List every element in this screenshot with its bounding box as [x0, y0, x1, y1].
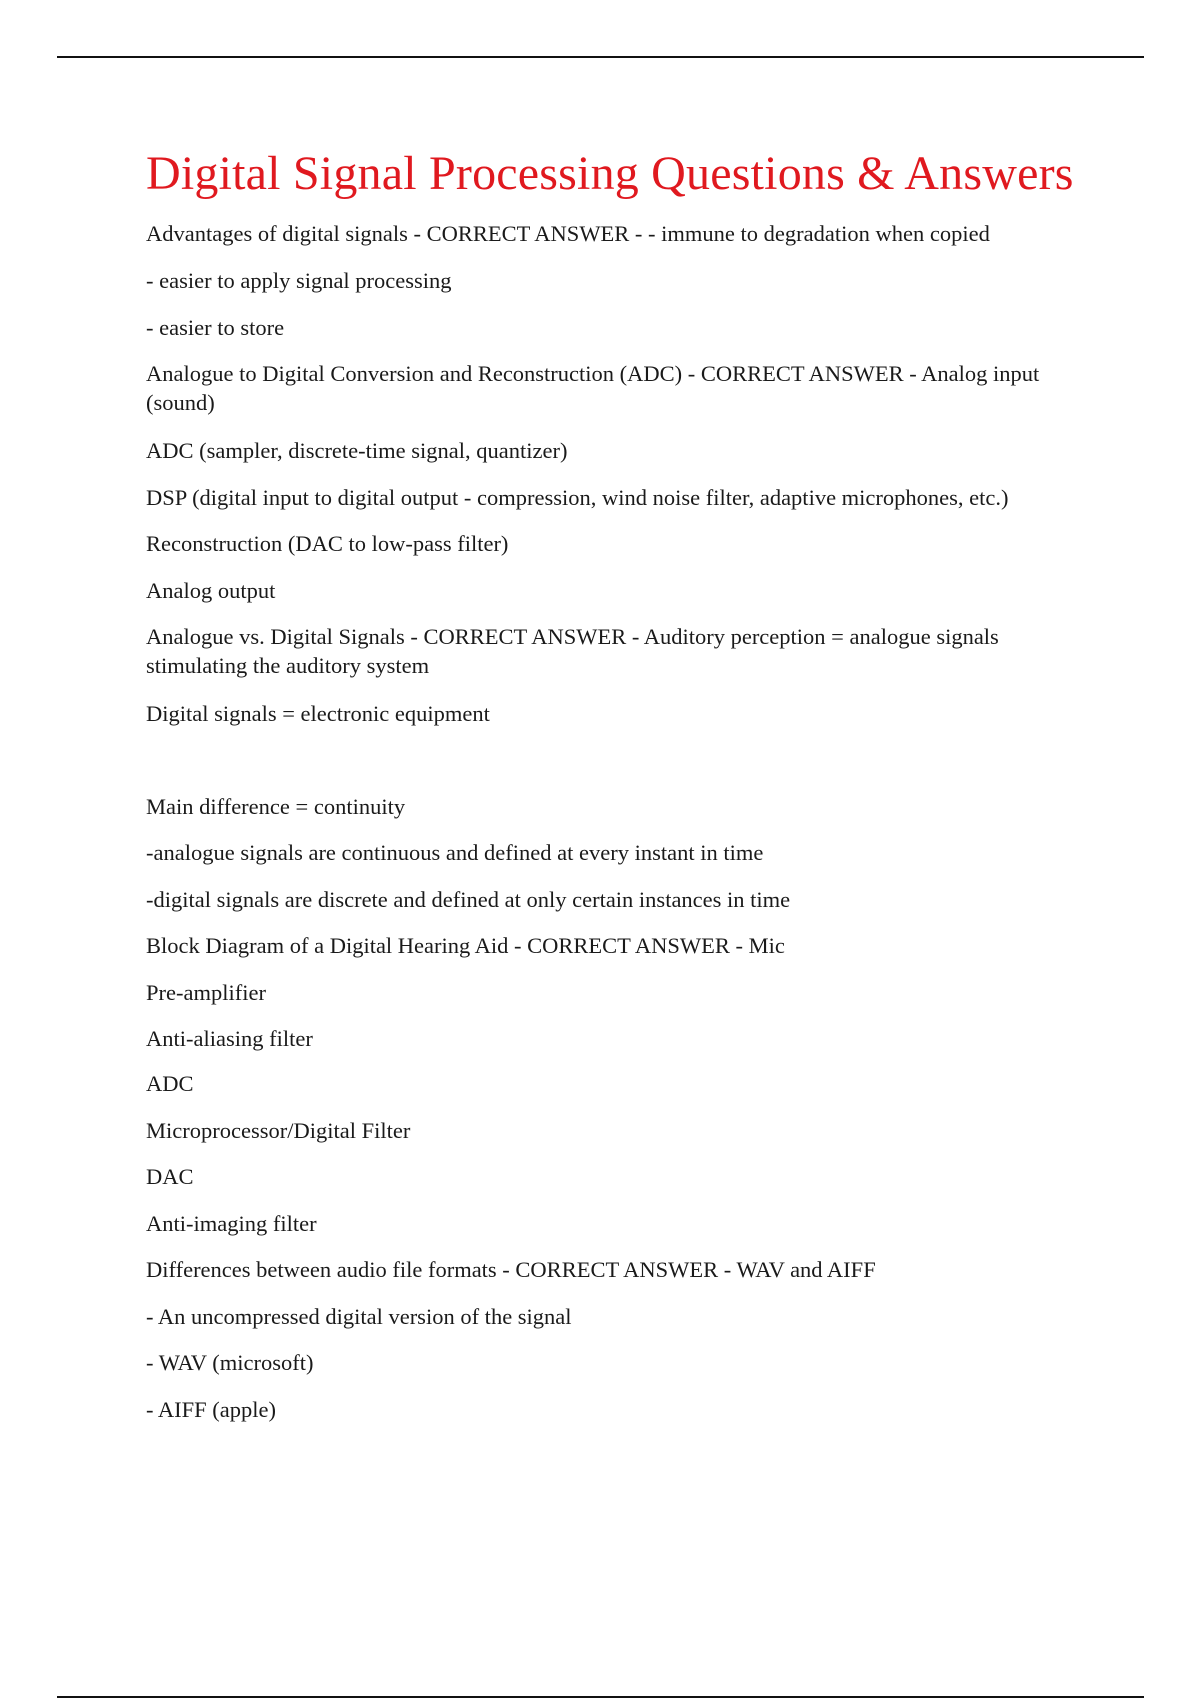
qa-line: Differences between audio file formats - CORRECT ANSWER - WAV and AIFF: [146, 1257, 876, 1282]
document-title: Digital Signal Processing Questions & Answers: [146, 147, 1074, 200]
qa-line: - WAV (microsoft): [146, 1350, 314, 1375]
bottom-rule: [57, 1696, 1144, 1698]
qa-line: DAC: [146, 1164, 194, 1189]
qa-line: - AIFF (apple): [146, 1397, 276, 1422]
qa-line: Digital signals = electronic equipment: [146, 701, 490, 726]
qa-line: Microprocessor/Digital Filter: [146, 1118, 411, 1143]
qa-line: Analog output: [146, 578, 276, 603]
qa-line: - easier to store: [146, 315, 285, 340]
qa-line: ADC: [146, 1071, 194, 1096]
qa-line: Main difference = continuity: [146, 794, 406, 819]
top-rule: [57, 56, 1144, 58]
qa-line: Anti-aliasing filter: [146, 1026, 313, 1051]
qa-line: Analogue to Digital Conversion and Reconstruction (ADC) - CORRECT ANSWER - Analog input (sound): [146, 361, 1040, 415]
qa-line: - An uncompressed digital version of the signal: [146, 1304, 572, 1329]
qa-line: ADC (sampler, discrete-time signal, quantizer): [146, 438, 568, 463]
qa-line: Analogue vs. Digital Signals - CORRECT ANSWER - Auditory perception = analogue signals stimulating the auditory system: [146, 624, 999, 678]
qa-line: Reconstruction (DAC to low-pass filter): [146, 531, 509, 556]
qa-line: Advantages of digital signals - CORRECT ANSWER - - immune to degradation when copied: [146, 221, 990, 246]
qa-line: - easier to apply signal processing: [146, 268, 452, 293]
qa-line: -digital signals are discrete and defined at only certain instances in time: [146, 887, 791, 912]
qa-line: DSP (digital input to digital output - compression, wind noise filter, adaptive microphones, etc.): [146, 485, 1009, 510]
qa-line: Anti-imaging filter: [146, 1211, 317, 1236]
qa-line: Pre-amplifier: [146, 980, 266, 1005]
qa-line: -analogue signals are continuous and defined at every instant in time: [146, 840, 764, 865]
qa-line: Block Diagram of a Digital Hearing Aid - CORRECT ANSWER - Mic: [146, 933, 785, 958]
